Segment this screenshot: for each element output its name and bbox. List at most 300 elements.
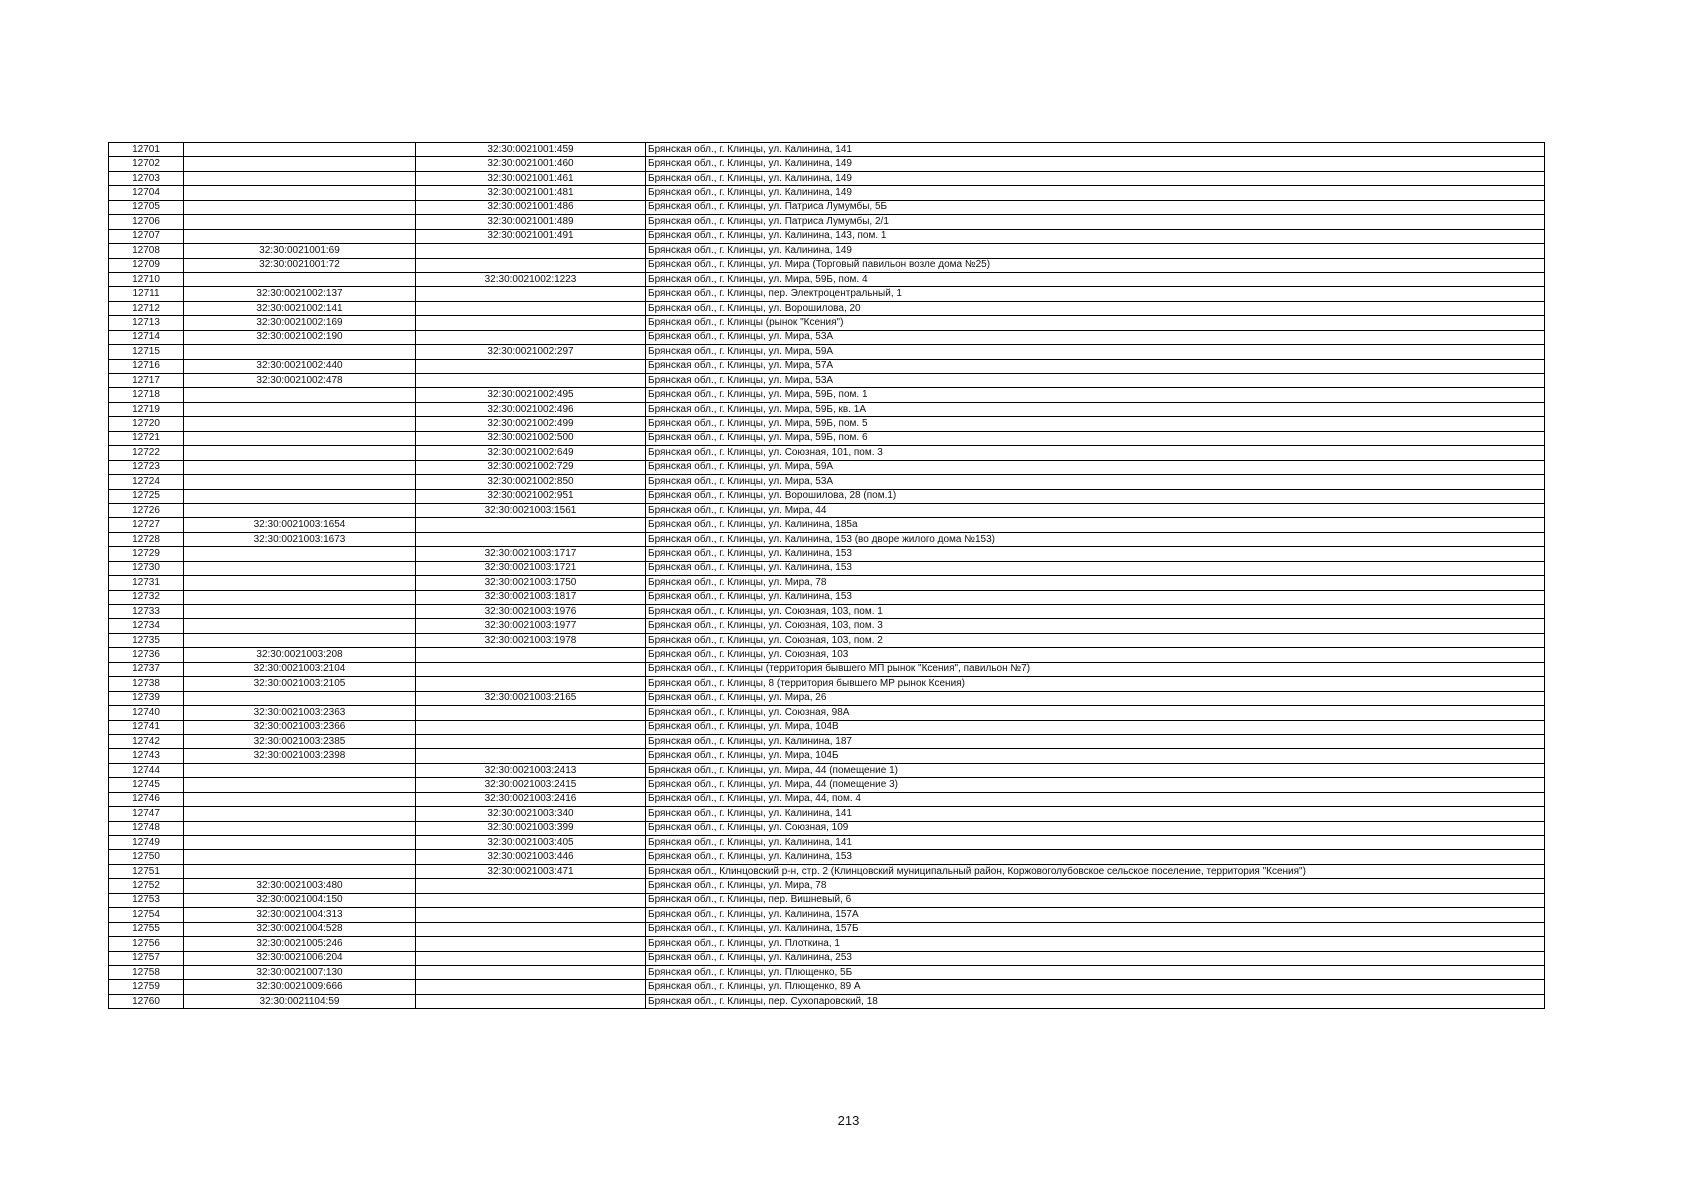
table-row bbox=[109, 677, 1545, 691]
land-plot-cadastral-cell bbox=[184, 200, 416, 214]
row-number-cell: 12710 bbox=[109, 272, 184, 286]
address-cell: Брянская обл., г. Клинцы, ул. Мира, 53А bbox=[646, 475, 1545, 489]
address-cell: Брянская обл., г. Клинцы, ул. Мира, 59Б, кв. 1А bbox=[646, 402, 1545, 416]
address-cell: Брянская обл., г. Клинцы, ул. Калинина, 153 bbox=[646, 590, 1545, 604]
building-cadastral-cell: 32:30:0021001:459 bbox=[416, 143, 646, 157]
building-cadastral-cell: 32:30:0021003:471 bbox=[416, 864, 646, 878]
building-cadastral-cell: 32:30:0021003:2415 bbox=[416, 778, 646, 792]
row-number-cell: 12716 bbox=[109, 359, 184, 373]
building-cadastral-cell: 32:30:0021003:2165 bbox=[416, 691, 646, 705]
land-plot-cadastral-cell: 32:30:0021007:130 bbox=[184, 965, 416, 979]
land-plot-cadastral-cell: 32:30:0021003:2104 bbox=[184, 662, 416, 676]
row-number-cell: 12730 bbox=[109, 561, 184, 575]
land-plot-cadastral-cell: 32:30:0021003:1654 bbox=[184, 518, 416, 532]
building-cadastral-cell: 32:30:0021003:399 bbox=[416, 821, 646, 835]
table-row bbox=[109, 503, 1545, 517]
land-plot-cadastral-cell bbox=[184, 792, 416, 806]
table-row bbox=[109, 475, 1545, 489]
building-cadastral-cell: 32:30:0021003:1561 bbox=[416, 503, 646, 517]
building-cadastral-cell bbox=[416, 720, 646, 734]
address-cell: Брянская обл., г. Клинцы, пер. Электроцентральный, 1 bbox=[646, 287, 1545, 301]
address-cell: Брянская обл., г. Клинцы, пер. Вишневый, 6 bbox=[646, 893, 1545, 907]
building-cadastral-cell: 32:30:0021002:499 bbox=[416, 417, 646, 431]
land-plot-cadastral-cell bbox=[184, 171, 416, 185]
address-cell: Брянская обл., г. Клинцы, ул. Калинина, 185а bbox=[646, 518, 1545, 532]
table-row bbox=[109, 994, 1545, 1008]
table-row bbox=[109, 734, 1545, 748]
row-number-cell: 12719 bbox=[109, 402, 184, 416]
address-cell: Брянская обл., г. Клинцы, ул. Мира, 44 (помещение 3) bbox=[646, 778, 1545, 792]
address-cell: Брянская обл., г. Клинцы, ул. Калинина, 187 bbox=[646, 734, 1545, 748]
land-plot-cadastral-cell bbox=[184, 186, 416, 200]
land-plot-cadastral-cell bbox=[184, 619, 416, 633]
table-row bbox=[109, 402, 1545, 416]
row-number-cell: 12739 bbox=[109, 691, 184, 705]
row-number-cell: 12738 bbox=[109, 677, 184, 691]
building-cadastral-cell: 32:30:0021002:500 bbox=[416, 431, 646, 445]
building-cadastral-cell bbox=[416, 994, 646, 1008]
table-row bbox=[109, 359, 1545, 373]
row-number-cell: 12743 bbox=[109, 749, 184, 763]
row-number-cell: 12745 bbox=[109, 778, 184, 792]
land-plot-cadastral-cell: 32:30:0021003:2385 bbox=[184, 734, 416, 748]
address-cell: Брянская обл., г. Клинцы, ул. Мира, 44 (помещение 1) bbox=[646, 763, 1545, 777]
land-plot-cadastral-cell bbox=[184, 561, 416, 575]
address-cell: Брянская обл., г. Клинцы, ул. Мира, 59Б, пом. 1 bbox=[646, 388, 1545, 402]
row-number-cell: 12753 bbox=[109, 893, 184, 907]
building-cadastral-cell: 32:30:0021002:495 bbox=[416, 388, 646, 402]
address-cell: Брянская обл., г. Клинцы, ул. Мира, 78 bbox=[646, 879, 1545, 893]
row-number-cell: 12702 bbox=[109, 157, 184, 171]
table-row bbox=[109, 171, 1545, 185]
row-number-cell: 12741 bbox=[109, 720, 184, 734]
row-number-cell: 12725 bbox=[109, 489, 184, 503]
row-number-cell: 12708 bbox=[109, 244, 184, 258]
building-cadastral-cell: 32:30:0021003:1750 bbox=[416, 576, 646, 590]
row-number-cell: 12701 bbox=[109, 143, 184, 157]
table-row bbox=[109, 446, 1545, 460]
address-cell: Брянская обл., г. Клинцы, ул. Союзная, 103, пом. 2 bbox=[646, 633, 1545, 647]
row-number-cell: 12731 bbox=[109, 576, 184, 590]
land-plot-cadastral-cell bbox=[184, 807, 416, 821]
land-plot-cadastral-cell: 32:30:0021002:169 bbox=[184, 316, 416, 330]
land-plot-cadastral-cell bbox=[184, 763, 416, 777]
row-number-cell: 12717 bbox=[109, 374, 184, 388]
table-row bbox=[109, 518, 1545, 532]
table-row bbox=[109, 143, 1545, 157]
building-cadastral-cell: 32:30:0021001:461 bbox=[416, 171, 646, 185]
building-cadastral-cell bbox=[416, 937, 646, 951]
land-plot-cadastral-cell bbox=[184, 778, 416, 792]
row-number-cell: 12718 bbox=[109, 388, 184, 402]
address-cell: Брянская обл., г. Клинцы, ул. Калинина, 149 bbox=[646, 171, 1545, 185]
address-cell: Брянская обл., г. Клинцы, ул. Мира, 44 bbox=[646, 503, 1545, 517]
row-number-cell: 12759 bbox=[109, 980, 184, 994]
land-plot-cadastral-cell bbox=[184, 388, 416, 402]
table-row bbox=[109, 619, 1545, 633]
table-row bbox=[109, 186, 1545, 200]
row-number-cell: 12714 bbox=[109, 330, 184, 344]
row-number-cell: 12721 bbox=[109, 431, 184, 445]
building-cadastral-cell bbox=[416, 893, 646, 907]
land-plot-cadastral-cell: 32:30:0021001:72 bbox=[184, 258, 416, 272]
address-cell: Брянская обл., г. Клинцы, ул. Мира, 57А bbox=[646, 359, 1545, 373]
table-row bbox=[109, 821, 1545, 835]
table-row bbox=[109, 460, 1545, 474]
row-number-cell: 12734 bbox=[109, 619, 184, 633]
row-number-cell: 12720 bbox=[109, 417, 184, 431]
land-plot-cadastral-cell bbox=[184, 417, 416, 431]
address-cell: Брянская обл., г. Клинцы, ул. Калинина, 153 bbox=[646, 547, 1545, 561]
table-row bbox=[109, 937, 1545, 951]
row-number-cell: 12752 bbox=[109, 879, 184, 893]
address-cell: Брянская обл., г. Клинцы, ул. Мира, 53А bbox=[646, 330, 1545, 344]
registry-table-body bbox=[109, 143, 1545, 1009]
building-cadastral-cell bbox=[416, 301, 646, 315]
building-cadastral-cell: 32:30:0021003:405 bbox=[416, 836, 646, 850]
table-row bbox=[109, 272, 1545, 286]
land-plot-cadastral-cell bbox=[184, 633, 416, 647]
table-row bbox=[109, 965, 1545, 979]
table-row bbox=[109, 605, 1545, 619]
land-plot-cadastral-cell bbox=[184, 821, 416, 835]
building-cadastral-cell: 32:30:0021003:1977 bbox=[416, 619, 646, 633]
row-number-cell: 12737 bbox=[109, 662, 184, 676]
building-cadastral-cell bbox=[416, 287, 646, 301]
table-row bbox=[109, 200, 1545, 214]
table-row bbox=[109, 330, 1545, 344]
land-plot-cadastral-cell bbox=[184, 836, 416, 850]
land-plot-cadastral-cell: 32:30:0021003:208 bbox=[184, 648, 416, 662]
address-cell: Брянская обл., г. Клинцы, ул. Патриса Лумумбы, 2/1 bbox=[646, 215, 1545, 229]
land-plot-cadastral-cell: 32:30:0021002:478 bbox=[184, 374, 416, 388]
row-number-cell: 12747 bbox=[109, 807, 184, 821]
row-number-cell: 12757 bbox=[109, 951, 184, 965]
building-cadastral-cell bbox=[416, 244, 646, 258]
table-row bbox=[109, 792, 1545, 806]
address-cell: Брянская обл., г. Клинцы, ул. Союзная, 109 bbox=[646, 821, 1545, 835]
land-plot-cadastral-cell bbox=[184, 460, 416, 474]
table-row bbox=[109, 908, 1545, 922]
building-cadastral-cell: 32:30:0021002:729 bbox=[416, 460, 646, 474]
table-row bbox=[109, 590, 1545, 604]
table-row bbox=[109, 244, 1545, 258]
address-cell: Брянская обл., г. Клинцы, ул. Калинина, 149 bbox=[646, 157, 1545, 171]
building-cadastral-cell: 32:30:0021003:1817 bbox=[416, 590, 646, 604]
building-cadastral-cell bbox=[416, 965, 646, 979]
building-cadastral-cell: 32:30:0021003:446 bbox=[416, 850, 646, 864]
table-row bbox=[109, 576, 1545, 590]
table-row bbox=[109, 879, 1545, 893]
address-cell: Брянская обл., г. Клинцы (рынок "Ксения") bbox=[646, 316, 1545, 330]
address-cell: Брянская обл., г. Клинцы, ул. Патриса Лумумбы, 5Б bbox=[646, 200, 1545, 214]
land-plot-cadastral-cell: 32:30:0021009:666 bbox=[184, 980, 416, 994]
table-row bbox=[109, 532, 1545, 546]
registry-table bbox=[108, 142, 1545, 1009]
building-cadastral-cell bbox=[416, 374, 646, 388]
address-cell: Брянская обл., г. Клинцы, ул. Мира, 78 bbox=[646, 576, 1545, 590]
address-cell: Брянская обл., г. Клинцы, ул. Мира (Торговый павильон возле дома №25) bbox=[646, 258, 1545, 272]
table-row bbox=[109, 749, 1545, 763]
table-row bbox=[109, 388, 1545, 402]
row-number-cell: 12703 bbox=[109, 171, 184, 185]
address-cell: Брянская обл., г. Клинцы, ул. Союзная, 103, пом. 1 bbox=[646, 605, 1545, 619]
table-row bbox=[109, 951, 1545, 965]
table-row bbox=[109, 763, 1545, 777]
land-plot-cadastral-cell bbox=[184, 157, 416, 171]
address-cell: Брянская обл., г. Клинцы, ул. Калинина, 153 bbox=[646, 850, 1545, 864]
land-plot-cadastral-cell: 32:30:0021003:480 bbox=[184, 879, 416, 893]
land-plot-cadastral-cell: 32:30:0021002:190 bbox=[184, 330, 416, 344]
address-cell: Брянская обл., г. Клинцы, ул. Калинина, 143, пом. 1 bbox=[646, 229, 1545, 243]
row-number-cell: 12713 bbox=[109, 316, 184, 330]
address-cell: Брянская обл., г. Клинцы, ул. Мира, 59Б, пом. 5 bbox=[646, 417, 1545, 431]
table-row bbox=[109, 893, 1545, 907]
address-cell: Брянская обл., г. Клинцы, ул. Мира, 44, пом. 4 bbox=[646, 792, 1545, 806]
land-plot-cadastral-cell bbox=[184, 590, 416, 604]
page-number: 213 bbox=[837, 1113, 860, 1128]
building-cadastral-cell bbox=[416, 662, 646, 676]
building-cadastral-cell: 32:30:0021001:489 bbox=[416, 215, 646, 229]
table-row bbox=[109, 561, 1545, 575]
row-number-cell: 12748 bbox=[109, 821, 184, 835]
address-cell: Брянская обл., г. Клинцы, ул. Союзная, 98А bbox=[646, 706, 1545, 720]
building-cadastral-cell bbox=[416, 749, 646, 763]
table-row bbox=[109, 778, 1545, 792]
row-number-cell: 12744 bbox=[109, 763, 184, 777]
land-plot-cadastral-cell: 32:30:0021004:313 bbox=[184, 908, 416, 922]
address-cell: Брянская обл., г. Клинцы, ул. Мира, 104В bbox=[646, 720, 1545, 734]
land-plot-cadastral-cell: 32:30:0021003:2398 bbox=[184, 749, 416, 763]
building-cadastral-cell: 32:30:0021001:460 bbox=[416, 157, 646, 171]
land-plot-cadastral-cell bbox=[184, 503, 416, 517]
table-row bbox=[109, 374, 1545, 388]
building-cadastral-cell bbox=[416, 330, 646, 344]
land-plot-cadastral-cell: 32:30:0021004:528 bbox=[184, 922, 416, 936]
address-cell: Брянская обл., г. Клинцы, ул. Мира, 26 bbox=[646, 691, 1545, 705]
land-plot-cadastral-cell bbox=[184, 272, 416, 286]
building-cadastral-cell bbox=[416, 922, 646, 936]
table-row bbox=[109, 316, 1545, 330]
row-number-cell: 12751 bbox=[109, 864, 184, 878]
building-cadastral-cell: 32:30:0021003:1721 bbox=[416, 561, 646, 575]
land-plot-cadastral-cell bbox=[184, 864, 416, 878]
row-number-cell: 12706 bbox=[109, 215, 184, 229]
building-cadastral-cell: 32:30:0021003:1976 bbox=[416, 605, 646, 619]
row-number-cell: 12707 bbox=[109, 229, 184, 243]
table-row bbox=[109, 662, 1545, 676]
row-number-cell: 12712 bbox=[109, 301, 184, 315]
table-row bbox=[109, 980, 1545, 994]
table-row bbox=[109, 706, 1545, 720]
building-cadastral-cell bbox=[416, 359, 646, 373]
address-cell: Брянская обл., г. Клинцы, ул. Калинина, 141 bbox=[646, 143, 1545, 157]
land-plot-cadastral-cell bbox=[184, 229, 416, 243]
building-cadastral-cell: 32:30:0021002:649 bbox=[416, 446, 646, 460]
land-plot-cadastral-cell bbox=[184, 475, 416, 489]
address-cell: Брянская обл., г. Клинцы, 8 (территория бывшего МР рынок Ксения) bbox=[646, 677, 1545, 691]
address-cell: Брянская обл., г. Клинцы, ул. Калинина, 141 bbox=[646, 836, 1545, 850]
address-cell: Брянская обл., г. Клинцы, ул. Мира, 59Б, пом. 6 bbox=[646, 431, 1545, 445]
land-plot-cadastral-cell bbox=[184, 605, 416, 619]
building-cadastral-cell bbox=[416, 258, 646, 272]
building-cadastral-cell bbox=[416, 532, 646, 546]
address-cell: Брянская обл., г. Клинцы, ул. Калинина, 157Б bbox=[646, 922, 1545, 936]
building-cadastral-cell bbox=[416, 879, 646, 893]
address-cell: Брянская обл., г. Клинцы, ул. Калинина, 141 bbox=[646, 807, 1545, 821]
building-cadastral-cell: 32:30:0021003:2413 bbox=[416, 763, 646, 777]
address-cell: Брянская обл., г. Клинцы, ул. Плющенко, 5Б bbox=[646, 965, 1545, 979]
address-cell: Брянская обл., г. Клинцы, ул. Калинина, 149 bbox=[646, 244, 1545, 258]
row-number-cell: 12754 bbox=[109, 908, 184, 922]
table-row bbox=[109, 417, 1545, 431]
address-cell: Брянская обл., г. Клинцы, ул. Плоткина, 1 bbox=[646, 937, 1545, 951]
table-row bbox=[109, 836, 1545, 850]
table-row bbox=[109, 648, 1545, 662]
land-plot-cadastral-cell: 32:30:0021001:69 bbox=[184, 244, 416, 258]
address-cell: Брянская обл., г. Клинцы, ул. Мира, 104Б bbox=[646, 749, 1545, 763]
table-row bbox=[109, 720, 1545, 734]
building-cadastral-cell bbox=[416, 706, 646, 720]
row-number-cell: 12735 bbox=[109, 633, 184, 647]
land-plot-cadastral-cell bbox=[184, 215, 416, 229]
building-cadastral-cell bbox=[416, 980, 646, 994]
building-cadastral-cell bbox=[416, 518, 646, 532]
land-plot-cadastral-cell: 32:30:0021002:141 bbox=[184, 301, 416, 315]
land-plot-cadastral-cell bbox=[184, 576, 416, 590]
building-cadastral-cell bbox=[416, 677, 646, 691]
address-cell: Брянская обл., г. Клинцы, ул. Калинина, 153 (во дворе жилого дома №153) bbox=[646, 532, 1545, 546]
building-cadastral-cell: 32:30:0021003:1717 bbox=[416, 547, 646, 561]
table-row bbox=[109, 691, 1545, 705]
row-number-cell: 12722 bbox=[109, 446, 184, 460]
row-number-cell: 12705 bbox=[109, 200, 184, 214]
table-row bbox=[109, 807, 1545, 821]
table-row bbox=[109, 287, 1545, 301]
address-cell: Брянская обл., Клинцовский р-н, стр. 2 (Клинцовский муниципальный район, Коржовоголубовское сельское поселение, территория "Ксения") bbox=[646, 864, 1545, 878]
table-row bbox=[109, 850, 1545, 864]
address-cell: Брянская обл., г. Клинцы, ул. Мира, 53А bbox=[646, 374, 1545, 388]
table-row bbox=[109, 157, 1545, 171]
land-plot-cadastral-cell: 32:30:0021006:204 bbox=[184, 951, 416, 965]
row-number-cell: 12755 bbox=[109, 922, 184, 936]
building-cadastral-cell: 32:30:0021002:1223 bbox=[416, 272, 646, 286]
row-number-cell: 12728 bbox=[109, 532, 184, 546]
row-number-cell: 12740 bbox=[109, 706, 184, 720]
building-cadastral-cell: 32:30:0021003:340 bbox=[416, 807, 646, 821]
table-row bbox=[109, 215, 1545, 229]
table-row bbox=[109, 922, 1545, 936]
building-cadastral-cell bbox=[416, 908, 646, 922]
building-cadastral-cell bbox=[416, 734, 646, 748]
row-number-cell: 12715 bbox=[109, 345, 184, 359]
table-row bbox=[109, 864, 1545, 878]
address-cell: Брянская обл., г. Клинцы, ул. Союзная, 103 bbox=[646, 648, 1545, 662]
building-cadastral-cell: 32:30:0021001:486 bbox=[416, 200, 646, 214]
building-cadastral-cell: 32:30:0021002:850 bbox=[416, 475, 646, 489]
building-cadastral-cell: 32:30:0021001:491 bbox=[416, 229, 646, 243]
land-plot-cadastral-cell bbox=[184, 345, 416, 359]
land-plot-cadastral-cell: 32:30:0021002:137 bbox=[184, 287, 416, 301]
row-number-cell: 12736 bbox=[109, 648, 184, 662]
land-plot-cadastral-cell bbox=[184, 431, 416, 445]
address-cell: Брянская обл., г. Клинцы, ул. Ворошилова, 28 (пом.1) bbox=[646, 489, 1545, 503]
land-plot-cadastral-cell: 32:30:0021104:59 bbox=[184, 994, 416, 1008]
row-number-cell: 12704 bbox=[109, 186, 184, 200]
address-cell: Брянская обл., г. Клинцы, ул. Мира, 59А bbox=[646, 345, 1545, 359]
address-cell: Брянская обл., г. Клинцы, ул. Калинина, 149 bbox=[646, 186, 1545, 200]
row-number-cell: 12750 bbox=[109, 850, 184, 864]
land-plot-cadastral-cell: 32:30:0021002:440 bbox=[184, 359, 416, 373]
address-cell: Брянская обл., г. Клинцы, ул. Мира, 59Б, пом. 4 bbox=[646, 272, 1545, 286]
land-plot-cadastral-cell bbox=[184, 402, 416, 416]
row-number-cell: 12727 bbox=[109, 518, 184, 532]
building-cadastral-cell: 32:30:0021002:496 bbox=[416, 402, 646, 416]
address-cell: Брянская обл., г. Клинцы (территория бывшего МП рынок "Ксения", павильон №7) bbox=[646, 662, 1545, 676]
table-row bbox=[109, 489, 1545, 503]
row-number-cell: 12726 bbox=[109, 503, 184, 517]
row-number-cell: 12758 bbox=[109, 965, 184, 979]
building-cadastral-cell bbox=[416, 648, 646, 662]
row-number-cell: 12732 bbox=[109, 590, 184, 604]
land-plot-cadastral-cell bbox=[184, 143, 416, 157]
land-plot-cadastral-cell: 32:30:0021003:2105 bbox=[184, 677, 416, 691]
row-number-cell: 12742 bbox=[109, 734, 184, 748]
table-row bbox=[109, 547, 1545, 561]
table-row bbox=[109, 229, 1545, 243]
land-plot-cadastral-cell bbox=[184, 850, 416, 864]
row-number-cell: 12746 bbox=[109, 792, 184, 806]
address-cell: Брянская обл., г. Клинцы, ул. Мира, 59А bbox=[646, 460, 1545, 474]
table-row bbox=[109, 633, 1545, 647]
row-number-cell: 12756 bbox=[109, 937, 184, 951]
address-cell: Брянская обл., г. Клинцы, ул. Калинина, 153 bbox=[646, 561, 1545, 575]
row-number-cell: 12711 bbox=[109, 287, 184, 301]
land-plot-cadastral-cell: 32:30:0021003:2366 bbox=[184, 720, 416, 734]
row-number-cell: 12733 bbox=[109, 605, 184, 619]
building-cadastral-cell bbox=[416, 951, 646, 965]
address-cell: Брянская обл., г. Клинцы, ул. Ворошилова, 20 bbox=[646, 301, 1545, 315]
address-cell: Брянская обл., г. Клинцы, ул. Союзная, 103, пом. 3 bbox=[646, 619, 1545, 633]
row-number-cell: 12709 bbox=[109, 258, 184, 272]
table-row bbox=[109, 301, 1545, 315]
row-number-cell: 12749 bbox=[109, 836, 184, 850]
row-number-cell: 12723 bbox=[109, 460, 184, 474]
address-cell: Брянская обл., г. Клинцы, ул. Плющенко, 89 А bbox=[646, 980, 1545, 994]
row-number-cell: 12724 bbox=[109, 475, 184, 489]
row-number-cell: 12760 bbox=[109, 994, 184, 1008]
building-cadastral-cell: 32:30:0021001:481 bbox=[416, 186, 646, 200]
land-plot-cadastral-cell bbox=[184, 691, 416, 705]
land-plot-cadastral-cell: 32:30:0021003:1673 bbox=[184, 532, 416, 546]
land-plot-cadastral-cell: 32:30:0021004:150 bbox=[184, 893, 416, 907]
table-row bbox=[109, 431, 1545, 445]
address-cell: Брянская обл., г. Клинцы, ул. Калинина, 253 bbox=[646, 951, 1545, 965]
land-plot-cadastral-cell: 32:30:0021005:246 bbox=[184, 937, 416, 951]
building-cadastral-cell: 32:30:0021002:951 bbox=[416, 489, 646, 503]
address-cell: Брянская обл., г. Клинцы, пер. Сухопаровский, 18 bbox=[646, 994, 1545, 1008]
building-cadastral-cell bbox=[416, 316, 646, 330]
table-row bbox=[109, 258, 1545, 272]
land-plot-cadastral-cell bbox=[184, 489, 416, 503]
address-cell: Брянская обл., г. Клинцы, ул. Союзная, 101, пом. 3 bbox=[646, 446, 1545, 460]
land-plot-cadastral-cell bbox=[184, 547, 416, 561]
land-plot-cadastral-cell: 32:30:0021003:2363 bbox=[184, 706, 416, 720]
building-cadastral-cell: 32:30:0021003:2416 bbox=[416, 792, 646, 806]
address-cell: Брянская обл., г. Клинцы, ул. Калинина, 157А bbox=[646, 908, 1545, 922]
row-number-cell: 12729 bbox=[109, 547, 184, 561]
building-cadastral-cell: 32:30:0021003:1978 bbox=[416, 633, 646, 647]
